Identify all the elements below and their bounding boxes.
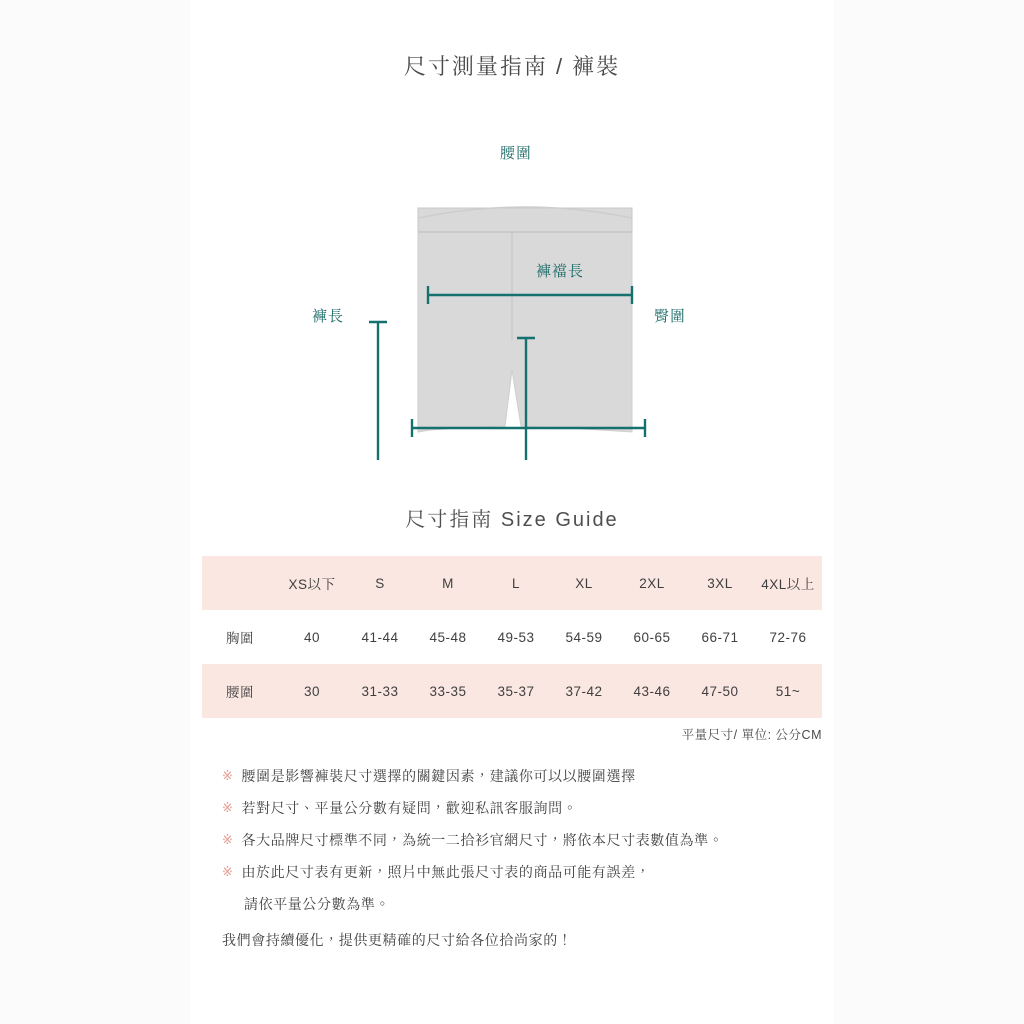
note-mark-icon: ※ [222,768,234,783]
table-cell: 35-37 [482,664,550,718]
note-mark-icon: ※ [222,864,234,879]
page-title [388,48,636,87]
table-cell: 47-50 [686,664,754,718]
table-row [202,610,822,664]
note-mark-icon: ※ [222,800,234,815]
table-header-cell: L [482,556,550,610]
row-label-chest: 胸圍 [202,610,278,664]
table-cell: 37-42 [550,664,618,718]
note-item [222,824,862,856]
table-cell: 66-71 [686,610,754,664]
table-header-cell: XS以下 [278,556,346,610]
size-table [202,556,822,718]
table-cell: 31-33 [346,664,414,718]
label-waist: 腰圍 [500,145,533,162]
measurement-unit-note: 平量尺寸/ 單位: 公分CM [681,728,822,742]
table-row [202,664,822,718]
table-cell: 40 [278,610,346,664]
note-item [222,792,862,824]
table-cell: 43-46 [618,664,686,718]
table-corner-cell [202,556,278,610]
table-cell: 45-48 [414,610,482,664]
page-title-text: 尺寸測量指南 / 褲裝 [403,54,621,79]
table-header-row [202,556,822,610]
note-continuation-text: 請依平量公分數為準。 [244,896,390,912]
label-hip: 臀圍 [654,308,687,325]
table-header-cell: XL [550,556,618,610]
closing-note: 我們會持續優化，提供更精確的尺寸給各位拾尚家的！ [222,932,573,948]
table-header-cell: S [346,556,414,610]
note-mark-icon: ※ [222,832,234,847]
size-table-wrapper [202,556,822,718]
table-cell: 72-76 [754,610,822,664]
size-guide-heading: 尺寸指南 Size Guide [405,509,619,531]
shorts-illustration [0,120,1024,460]
note-text: 腰圍是影響褲裝尺寸選擇的關鍵因素，建議你可以以腰圍選擇 [241,768,636,784]
notes-list [222,760,862,956]
table-cell: 30 [278,664,346,718]
table-cell: 41-44 [346,610,414,664]
label-crotch-length: 褲襠長 [536,263,585,280]
page-title-wrapper [0,48,1024,87]
table-cell: 51~ [754,664,822,718]
table-header-cell: 2XL [618,556,686,610]
table-header-cell: M [414,556,482,610]
table-header-cell: 3XL [686,556,754,610]
note-text: 若對尺寸、平量公分數有疑問，歡迎私訊客服詢問。 [241,800,578,816]
table-cell: 49-53 [482,610,550,664]
label-pant-length: 褲長 [312,308,345,325]
note-continuation [222,888,862,920]
measurement-diagram [0,120,1024,460]
table-cell: 60-65 [618,610,686,664]
note-text: 各大品牌尺寸標準不同，為統一二拾衫官網尺寸，將依本尺寸表數值為準。 [241,832,724,848]
row-label-waist: 腰圍 [202,664,278,718]
note-item [222,856,862,888]
title-highlight [388,78,636,87]
table-cell: 54-59 [550,610,618,664]
table-header-cell: 4XL以上 [754,556,822,610]
table-cell: 33-35 [414,664,482,718]
note-item [222,760,862,792]
note-text: 由於此尺寸表有更新，照片中無此張尺寸表的商品可能有誤差， [241,864,651,880]
